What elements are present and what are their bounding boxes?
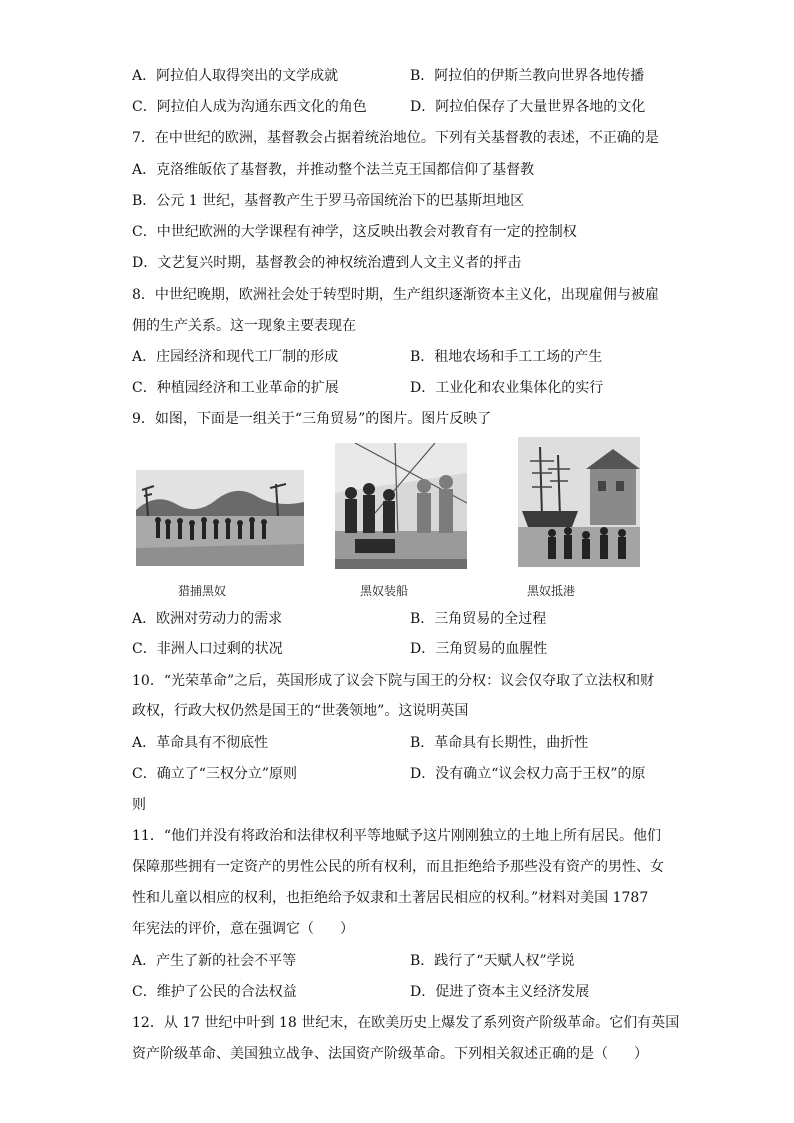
q11-option-d: D．促进了资本主义经济发展 <box>410 984 590 1000</box>
slave-loading-image <box>335 443 467 569</box>
q9-stem: 9．如图，下面是一组关于“三角贸易”的图片。图片反映了 <box>132 411 492 427</box>
q11-stem-text: 年宪法的评价，意在强调它（ <box>132 921 314 937</box>
q10-stem-line1: 10．“光荣革命”之后，英国形成了议会下院与国王的分权：议会仅夺取了立法权和财 <box>132 673 655 689</box>
q7-option-b: B．公元 1 世纪，基督教产生于罗马帝国统治下的巴基斯坦地区 <box>132 193 525 209</box>
q8-option-c: C．种植园经济和工业革命的扩展 <box>132 380 339 396</box>
q6-option-d: D．阿拉伯保存了大量世界各地的文化 <box>410 99 646 115</box>
q12-stem-text: 资产阶级革命、美国独立战争、法国资产阶级革命。下列相关叙述正确的是（ <box>132 1046 608 1062</box>
slave-arrival-image <box>518 437 640 567</box>
q8-option-d: D．工业化和农业集体化的实行 <box>410 380 604 396</box>
q11-option-c: C．维护了公民的合法权益 <box>132 984 297 1000</box>
q10-option-a: A．革命具有不彻底性 <box>132 735 269 751</box>
q7-stem: 7．在中世纪的欧洲，基督教会占据着统治地位。下列有关基督教的表述，不正确的是 <box>132 130 659 146</box>
q12-stem-close: ） <box>634 1046 648 1062</box>
slave-hunting-image <box>136 470 304 566</box>
q9-option-c: C．非洲人口过剩的状况 <box>132 641 283 657</box>
q11-stem-line3: 性和儿童以相应的权利，也拒绝给予奴隶和土著居民相应的权利。”材料对美国 1787 <box>132 890 649 906</box>
q10-option-c: C．确立了“三权分立”原则 <box>132 766 298 782</box>
q8-option-b: B．租地农场和手工工场的产生 <box>410 349 603 365</box>
caption-slave-hunting: 猎捕黑奴 <box>178 584 227 598</box>
q8-option-a: A．庄园经济和现代工厂制的形成 <box>132 349 339 365</box>
q9-option-d: D．三角贸易的血腥性 <box>410 641 548 657</box>
q12-stem-line2 <box>132 1044 648 1064</box>
caption-slave-loading: 黑奴装船 <box>360 584 409 598</box>
q9-option-a: A．欧洲对劳动力的需求 <box>132 611 283 627</box>
q12-stem-line1: 12．从 17 世纪中叶到 18 世纪末，在欧美历史上爆发了系列资产阶级革命。它们有英国 <box>132 1015 680 1031</box>
q10-option-b: B．革命具有长期性，曲折性 <box>410 735 589 751</box>
q6-option-c: C．阿拉伯人成为沟通东西文化的角色 <box>132 99 367 115</box>
q11-stem-line2: 保障那些拥有一定资产的男性公民的所有权利，而且拒绝给予那些没有资产的男性、女 <box>132 859 664 875</box>
q11-option-a: A．产生了新的社会不平等 <box>132 953 297 969</box>
q11-option-b: B．践行了“天赋人权”学说 <box>410 953 575 969</box>
q9-option-b: B．三角贸易的全过程 <box>410 611 547 627</box>
q6-option-b: B．阿拉伯的伊斯兰教向世界各地传播 <box>410 68 645 84</box>
q11-stem-line1: 11．“他们并没有将政治和法律权利平等地赋予这片刚刚独立的土地上所有居民。他们 <box>132 828 661 844</box>
q8-stem-line1: 8．中世纪晚期，欧洲社会处于转型时期，生产组织逐渐资本主义化，出现雇佣与被雇 <box>132 287 659 303</box>
q7-option-d: D．文艺复兴时期，基督教会的神权统治遭到人文主义者的抨击 <box>132 255 522 271</box>
caption-slave-arrival: 黑奴抵港 <box>527 584 576 598</box>
q8-stem-line2: 佣的生产关系。这一现象主要表现在 <box>132 318 356 334</box>
q6-option-a: A．阿拉伯人取得突出的文学成就 <box>132 68 339 84</box>
q7-option-a: A．克洛维皈依了基督教，并推动整个法兰克王国都信仰了基督教 <box>132 162 535 178</box>
q11-stem-line4 <box>132 919 354 939</box>
q11-stem-close: ） <box>340 921 354 937</box>
q7-option-c: C．中世纪欧洲的大学课程有神学，这反映出教会对教育有一定的控制权 <box>132 224 577 240</box>
q10-option-d-continued: 则 <box>132 797 146 813</box>
q10-option-d: D．没有确立“议会权力高于王权”的原 <box>410 766 646 782</box>
q10-stem-line2: 政权，行政大权仍然是国王的“世袭领地”。这说明英国 <box>132 703 469 719</box>
